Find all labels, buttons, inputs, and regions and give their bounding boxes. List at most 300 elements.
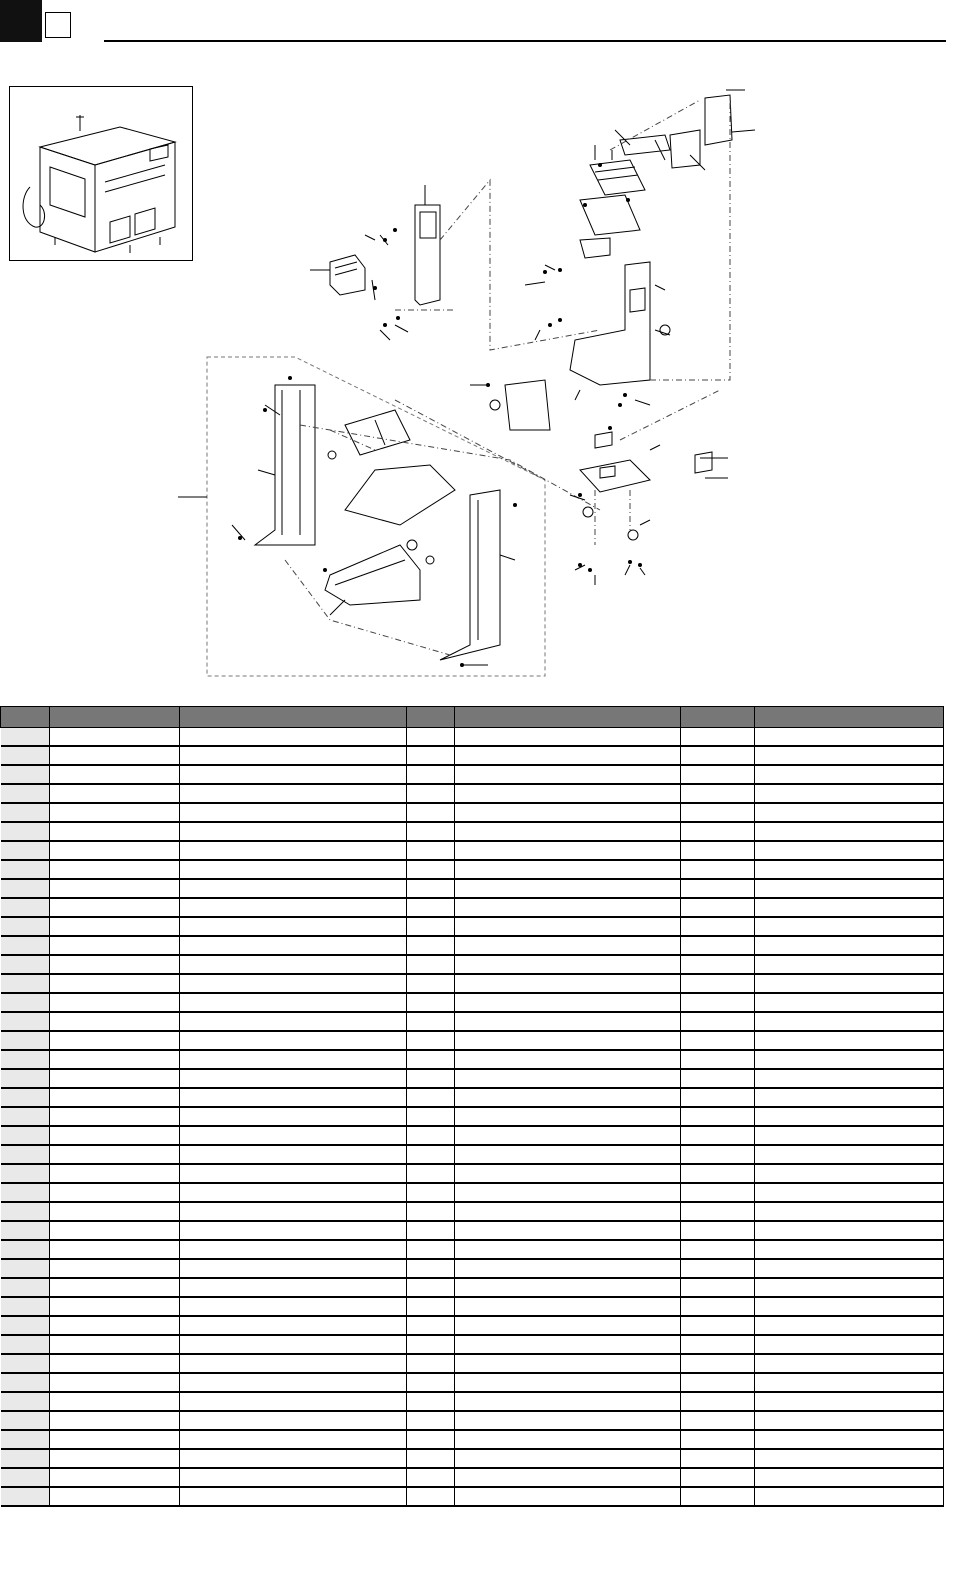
table-cell bbox=[755, 1107, 944, 1126]
table-cell bbox=[50, 1145, 180, 1164]
table-cell bbox=[455, 1088, 681, 1107]
table-cell bbox=[681, 1278, 755, 1297]
table-cell bbox=[455, 955, 681, 974]
table-cell bbox=[180, 1183, 407, 1202]
table-cell bbox=[755, 1335, 944, 1354]
table-cell bbox=[755, 898, 944, 917]
table-cell bbox=[50, 1012, 180, 1031]
table-cell bbox=[455, 1278, 681, 1297]
table-cell bbox=[455, 1430, 681, 1449]
col-header bbox=[755, 707, 944, 728]
table-cell bbox=[180, 1316, 407, 1335]
table-row bbox=[1, 1468, 944, 1487]
table-cell bbox=[180, 1069, 407, 1088]
table-cell bbox=[455, 803, 681, 822]
table-row bbox=[1, 1164, 944, 1183]
table-cell bbox=[407, 1392, 455, 1411]
table-cell bbox=[755, 728, 944, 747]
table-row bbox=[1, 1012, 944, 1031]
table-cell bbox=[1, 1259, 50, 1278]
table-cell bbox=[1, 879, 50, 898]
table-row bbox=[1, 917, 944, 936]
col-header bbox=[50, 707, 180, 728]
table-row bbox=[1, 765, 944, 784]
table-cell bbox=[455, 1392, 681, 1411]
table-cell bbox=[455, 1316, 681, 1335]
table-row bbox=[1, 1354, 944, 1373]
table-cell bbox=[455, 1335, 681, 1354]
table-cell bbox=[50, 898, 180, 917]
table-cell bbox=[50, 1240, 180, 1259]
table-cell bbox=[50, 1126, 180, 1145]
table-cell bbox=[180, 1468, 407, 1487]
table-cell bbox=[407, 1373, 455, 1392]
table-cell bbox=[50, 1069, 180, 1088]
table-row bbox=[1, 1278, 944, 1297]
table-cell bbox=[180, 860, 407, 879]
table-cell bbox=[1, 1126, 50, 1145]
table-cell bbox=[180, 936, 407, 955]
table-row bbox=[1, 974, 944, 993]
table-cell bbox=[455, 936, 681, 955]
table-cell bbox=[455, 1031, 681, 1050]
table-cell bbox=[455, 1012, 681, 1031]
table-cell bbox=[50, 1088, 180, 1107]
table-cell bbox=[407, 936, 455, 955]
table-cell bbox=[50, 1183, 180, 1202]
table-cell bbox=[180, 822, 407, 841]
table-cell bbox=[455, 1297, 681, 1316]
table-cell bbox=[755, 1278, 944, 1297]
table-cell bbox=[407, 917, 455, 936]
table-cell bbox=[407, 1050, 455, 1069]
table-cell bbox=[50, 936, 180, 955]
table-cell bbox=[755, 1354, 944, 1373]
table-cell bbox=[180, 898, 407, 917]
table-cell bbox=[755, 1183, 944, 1202]
table-cell bbox=[755, 1411, 944, 1430]
table-cell bbox=[407, 803, 455, 822]
table-cell bbox=[50, 1335, 180, 1354]
table-cell bbox=[407, 1145, 455, 1164]
table-cell bbox=[1, 841, 50, 860]
table-cell bbox=[407, 1126, 455, 1145]
exploded-parts-diagram bbox=[0, 0, 954, 690]
table-cell bbox=[681, 1430, 755, 1449]
table-row bbox=[1, 803, 944, 822]
table-cell bbox=[755, 822, 944, 841]
table-cell bbox=[681, 1050, 755, 1069]
table-cell bbox=[681, 1449, 755, 1468]
table-cell bbox=[50, 974, 180, 993]
table-cell bbox=[681, 974, 755, 993]
table-row bbox=[1, 784, 944, 803]
table-cell bbox=[1, 1354, 50, 1373]
table-cell bbox=[50, 1392, 180, 1411]
table-cell bbox=[455, 822, 681, 841]
table-cell bbox=[180, 1202, 407, 1221]
table-cell bbox=[180, 1031, 407, 1050]
col-header bbox=[681, 707, 755, 728]
table-cell bbox=[407, 993, 455, 1012]
table-cell bbox=[407, 1297, 455, 1316]
table-cell bbox=[755, 1468, 944, 1487]
table-cell bbox=[1, 974, 50, 993]
table-cell bbox=[1, 1240, 50, 1259]
table-cell bbox=[1, 1278, 50, 1297]
table-cell bbox=[180, 1411, 407, 1430]
table-cell bbox=[681, 993, 755, 1012]
col-header bbox=[455, 707, 681, 728]
table-cell bbox=[1, 1449, 50, 1468]
table-cell bbox=[1, 1164, 50, 1183]
table-cell bbox=[1, 1411, 50, 1430]
table-cell bbox=[1, 1468, 50, 1487]
table-cell bbox=[755, 1012, 944, 1031]
table-cell bbox=[681, 822, 755, 841]
table-cell bbox=[1, 784, 50, 803]
table-cell bbox=[755, 936, 944, 955]
table-cell bbox=[755, 1259, 944, 1278]
table-cell bbox=[407, 898, 455, 917]
table-cell bbox=[1, 898, 50, 917]
table-cell bbox=[755, 841, 944, 860]
table-cell bbox=[755, 1164, 944, 1183]
table-row bbox=[1, 1183, 944, 1202]
table-cell bbox=[1, 936, 50, 955]
table-cell bbox=[455, 974, 681, 993]
table-cell bbox=[407, 765, 455, 784]
table-cell bbox=[755, 765, 944, 784]
table-cell bbox=[180, 1012, 407, 1031]
table-cell bbox=[681, 841, 755, 860]
table-cell bbox=[681, 1069, 755, 1088]
table-cell bbox=[455, 1069, 681, 1088]
table-cell bbox=[755, 1373, 944, 1392]
table-row bbox=[1, 728, 944, 747]
table-row bbox=[1, 1126, 944, 1145]
table-cell bbox=[180, 1278, 407, 1297]
table-cell bbox=[180, 1050, 407, 1069]
table-cell bbox=[455, 1221, 681, 1240]
table-row bbox=[1, 898, 944, 917]
table-cell bbox=[407, 1240, 455, 1259]
table-cell bbox=[407, 879, 455, 898]
table-cell bbox=[180, 917, 407, 936]
table-cell bbox=[407, 1411, 455, 1430]
table-cell bbox=[455, 993, 681, 1012]
table-cell bbox=[180, 879, 407, 898]
table-cell bbox=[1, 1050, 50, 1069]
table-cell bbox=[1, 1012, 50, 1031]
table-cell bbox=[455, 1183, 681, 1202]
table-cell bbox=[180, 1107, 407, 1126]
table-cell bbox=[407, 1107, 455, 1126]
table-cell bbox=[180, 955, 407, 974]
table-cell bbox=[180, 1373, 407, 1392]
col-header bbox=[1, 707, 50, 728]
table-cell bbox=[180, 1164, 407, 1183]
table-row bbox=[1, 936, 944, 955]
table-cell bbox=[681, 746, 755, 765]
table-cell bbox=[180, 1259, 407, 1278]
parts-table bbox=[0, 706, 944, 1507]
table-cell bbox=[50, 860, 180, 879]
table-cell bbox=[180, 1335, 407, 1354]
table-cell bbox=[455, 1050, 681, 1069]
table-row bbox=[1, 1316, 944, 1335]
table-cell bbox=[407, 1202, 455, 1221]
table-cell bbox=[681, 1145, 755, 1164]
table-row bbox=[1, 1449, 944, 1468]
table-cell bbox=[455, 841, 681, 860]
table-cell bbox=[180, 803, 407, 822]
table-row bbox=[1, 1145, 944, 1164]
table-row bbox=[1, 1240, 944, 1259]
table-cell bbox=[681, 955, 755, 974]
table-cell bbox=[180, 1240, 407, 1259]
col-header bbox=[407, 707, 455, 728]
table-cell bbox=[755, 1088, 944, 1107]
table-cell bbox=[50, 1316, 180, 1335]
table-cell bbox=[407, 1183, 455, 1202]
table-row bbox=[1, 879, 944, 898]
table-cell bbox=[1, 765, 50, 784]
table-cell bbox=[755, 974, 944, 993]
table-cell bbox=[50, 1107, 180, 1126]
table-cell bbox=[681, 803, 755, 822]
table-cell bbox=[455, 784, 681, 803]
table-row bbox=[1, 1335, 944, 1354]
table-cell bbox=[1, 993, 50, 1012]
table-cell bbox=[455, 1411, 681, 1430]
table-cell bbox=[407, 746, 455, 765]
table-cell bbox=[1, 917, 50, 936]
table-cell bbox=[681, 1487, 755, 1506]
table-cell bbox=[407, 1335, 455, 1354]
col-header bbox=[180, 707, 407, 728]
table-cell bbox=[50, 746, 180, 765]
table-row bbox=[1, 1373, 944, 1392]
table-cell bbox=[455, 879, 681, 898]
table-cell bbox=[755, 1126, 944, 1145]
table-cell bbox=[1, 1373, 50, 1392]
table-cell bbox=[455, 1202, 681, 1221]
table-cell bbox=[180, 1297, 407, 1316]
table-cell bbox=[50, 993, 180, 1012]
table-cell bbox=[50, 765, 180, 784]
table-cell bbox=[681, 1411, 755, 1430]
table-cell bbox=[681, 765, 755, 784]
table-cell bbox=[1, 1392, 50, 1411]
table-cell bbox=[681, 1088, 755, 1107]
table-cell bbox=[407, 841, 455, 860]
table-cell bbox=[407, 974, 455, 993]
table-cell bbox=[407, 784, 455, 803]
table-cell bbox=[755, 955, 944, 974]
table-cell bbox=[50, 728, 180, 747]
table-cell bbox=[180, 1392, 407, 1411]
table-cell bbox=[455, 1468, 681, 1487]
table-cell bbox=[50, 1031, 180, 1050]
table-cell bbox=[407, 1430, 455, 1449]
table-cell bbox=[50, 803, 180, 822]
table-cell bbox=[681, 784, 755, 803]
table-row bbox=[1, 1202, 944, 1221]
table-cell bbox=[1, 1316, 50, 1335]
table-cell bbox=[180, 1449, 407, 1468]
table-row bbox=[1, 1107, 944, 1126]
table-cell bbox=[407, 1088, 455, 1107]
table-cell bbox=[1, 1107, 50, 1126]
table-cell bbox=[180, 1487, 407, 1506]
table-cell bbox=[1, 1202, 50, 1221]
table-cell bbox=[1, 822, 50, 841]
table-cell bbox=[681, 1354, 755, 1373]
table-cell bbox=[755, 1031, 944, 1050]
table-cell bbox=[681, 1164, 755, 1183]
table-cell bbox=[681, 936, 755, 955]
table-cell bbox=[180, 1145, 407, 1164]
table-cell bbox=[407, 1487, 455, 1506]
table-cell bbox=[1, 1088, 50, 1107]
table-cell bbox=[50, 1221, 180, 1240]
table-cell bbox=[50, 1297, 180, 1316]
table-row bbox=[1, 1221, 944, 1240]
table-cell bbox=[755, 1240, 944, 1259]
table-cell bbox=[180, 1088, 407, 1107]
table-cell bbox=[755, 1202, 944, 1221]
table-cell bbox=[50, 879, 180, 898]
table-row bbox=[1, 1031, 944, 1050]
table-row bbox=[1, 1487, 944, 1506]
table-cell bbox=[180, 765, 407, 784]
table-cell bbox=[1, 955, 50, 974]
table-cell bbox=[681, 728, 755, 747]
table-row bbox=[1, 1392, 944, 1411]
table-cell bbox=[681, 1126, 755, 1145]
table-cell bbox=[50, 1373, 180, 1392]
table-cell bbox=[681, 1240, 755, 1259]
table-cell bbox=[1, 1145, 50, 1164]
table-row bbox=[1, 841, 944, 860]
table-row bbox=[1, 955, 944, 974]
table-cell bbox=[755, 1449, 944, 1468]
table-cell bbox=[180, 746, 407, 765]
table-cell bbox=[50, 784, 180, 803]
table-cell bbox=[407, 1316, 455, 1335]
table-cell bbox=[1, 860, 50, 879]
table-cell bbox=[681, 1316, 755, 1335]
table-cell bbox=[407, 1221, 455, 1240]
table-cell bbox=[180, 841, 407, 860]
table-cell bbox=[755, 803, 944, 822]
table-cell bbox=[681, 1012, 755, 1031]
table-cell bbox=[50, 841, 180, 860]
table-cell bbox=[455, 898, 681, 917]
table-cell bbox=[455, 917, 681, 936]
table-cell bbox=[1, 803, 50, 822]
table-cell bbox=[50, 1259, 180, 1278]
table-row bbox=[1, 1259, 944, 1278]
table-cell bbox=[755, 860, 944, 879]
table-cell bbox=[455, 1373, 681, 1392]
table-cell bbox=[407, 1259, 455, 1278]
table-cell bbox=[1, 1335, 50, 1354]
table-row bbox=[1, 746, 944, 765]
table-row bbox=[1, 860, 944, 879]
table-cell bbox=[407, 1012, 455, 1031]
table-cell bbox=[455, 1107, 681, 1126]
table-cell bbox=[755, 784, 944, 803]
table-cell bbox=[681, 1259, 755, 1278]
table-cell bbox=[50, 917, 180, 936]
table-cell bbox=[180, 728, 407, 747]
table-cell bbox=[407, 1354, 455, 1373]
table-cell bbox=[407, 1031, 455, 1050]
table-cell bbox=[1, 1430, 50, 1449]
table-cell bbox=[455, 728, 681, 747]
table-cell bbox=[755, 1145, 944, 1164]
table-cell bbox=[455, 1126, 681, 1145]
table-cell bbox=[1, 1069, 50, 1088]
table-cell bbox=[755, 1430, 944, 1449]
table-cell bbox=[50, 1202, 180, 1221]
table-cell bbox=[681, 1221, 755, 1240]
table-row bbox=[1, 1297, 944, 1316]
table-cell bbox=[455, 1164, 681, 1183]
table-cell bbox=[180, 784, 407, 803]
table-cell bbox=[681, 1183, 755, 1202]
table-cell bbox=[681, 1373, 755, 1392]
table-cell bbox=[455, 860, 681, 879]
table-cell bbox=[755, 746, 944, 765]
table-cell bbox=[755, 993, 944, 1012]
table-cell bbox=[50, 1468, 180, 1487]
table-cell bbox=[407, 955, 455, 974]
table-cell bbox=[455, 765, 681, 784]
table-cell bbox=[50, 822, 180, 841]
table-cell bbox=[180, 1221, 407, 1240]
table-cell bbox=[50, 1487, 180, 1506]
table-cell bbox=[1, 746, 50, 765]
table-cell bbox=[455, 1487, 681, 1506]
table-cell bbox=[50, 1411, 180, 1430]
table-cell bbox=[50, 1449, 180, 1468]
table-cell bbox=[755, 1069, 944, 1088]
table-cell bbox=[407, 728, 455, 747]
table-cell bbox=[1, 1221, 50, 1240]
table-row bbox=[1, 1430, 944, 1449]
table-cell bbox=[681, 1297, 755, 1316]
table-cell bbox=[50, 955, 180, 974]
table-cell bbox=[755, 1392, 944, 1411]
table-cell bbox=[755, 1297, 944, 1316]
table-cell bbox=[455, 1259, 681, 1278]
table-cell bbox=[1, 728, 50, 747]
table-cell bbox=[407, 1449, 455, 1468]
table-cell bbox=[180, 974, 407, 993]
table-cell bbox=[50, 1278, 180, 1297]
table-cell bbox=[681, 1107, 755, 1126]
table-row bbox=[1, 822, 944, 841]
table-cell bbox=[50, 1430, 180, 1449]
table-cell bbox=[681, 898, 755, 917]
table-row bbox=[1, 1069, 944, 1088]
table-cell bbox=[1, 1297, 50, 1316]
table-cell bbox=[681, 1202, 755, 1221]
table-cell bbox=[180, 1126, 407, 1145]
